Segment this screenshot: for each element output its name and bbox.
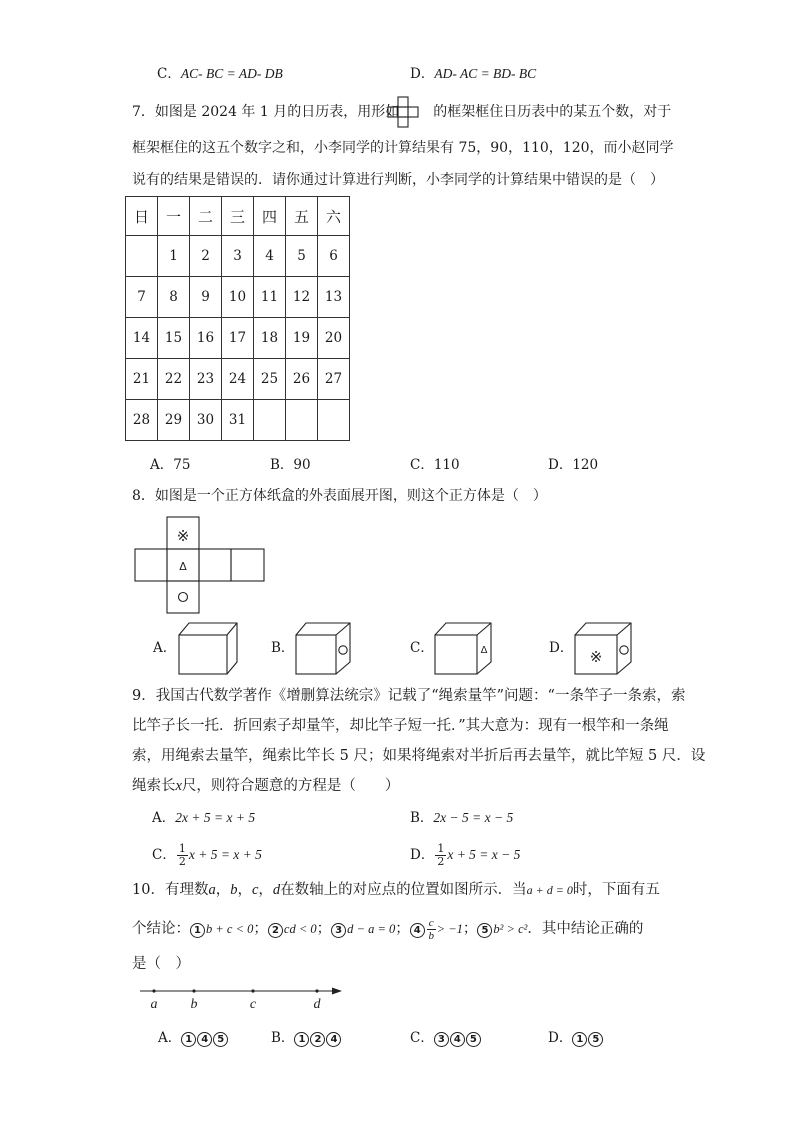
q10-option-b — [271, 1028, 342, 1048]
fraction-denominator: 2 — [437, 855, 445, 868]
net-face-far-right — [231, 549, 264, 581]
option-letter: B． — [271, 1030, 295, 1046]
weekday-cell: 四 — [254, 197, 286, 236]
q10-line2-pre: 个结论： — [132, 921, 190, 937]
option-letter: D． — [548, 457, 573, 473]
day-cell: 12 — [286, 277, 318, 318]
var-a: a — [208, 882, 216, 898]
circled-number: 3 — [331, 923, 346, 938]
net-face-center — [167, 549, 199, 581]
var-d: d — [272, 882, 281, 898]
option-letter: D． — [410, 847, 435, 863]
day-cell: 26 — [286, 359, 318, 400]
circled-number: 5 — [466, 1032, 481, 1047]
point-a — [152, 989, 155, 992]
calendar-week-row — [126, 359, 350, 400]
day-cell: 31 — [222, 400, 254, 441]
net-face-right — [199, 549, 231, 581]
q10-line2: 个结论： 1 b + c < 0； 2 cd < 0； 3 d − a = 0； 4 $\frac{c}{b}$ > −1； 5 b² > c²．其中结论正确的 — [132, 916, 644, 942]
circled-number: 2 — [310, 1032, 325, 1047]
weekday-cell: 三 — [222, 197, 254, 236]
circled-number: 1 — [181, 1032, 196, 1047]
weekday-cell: 一 — [158, 197, 190, 236]
option-letter: C． — [410, 457, 434, 473]
day-cell: 6 — [318, 236, 350, 277]
q9-option-c — [152, 840, 262, 870]
q9-line1: 9．我国古代数学著作《增删算法统宗》记载了“绳索量竿”问题：“一条竿子一条索，索 — [132, 688, 686, 704]
calendar-week-row — [126, 277, 350, 318]
option-letter: B． — [270, 457, 294, 473]
option-expr: x + 5 = x − 5 — [447, 847, 521, 862]
q7-line1-post: 的框架框住日历表中的某五个数，对于 — [433, 104, 672, 120]
triangle-symbol-icon: Δ — [480, 645, 488, 656]
day-cell: 16 — [190, 318, 222, 359]
weekday-cell: 二 — [190, 197, 222, 236]
weekday-cell: 五 — [286, 197, 318, 236]
calendar-table — [125, 196, 350, 441]
calendar-header-row — [126, 197, 350, 236]
q9-line4 — [132, 776, 399, 796]
var-b: b — [230, 882, 238, 898]
day-cell: 30 — [190, 400, 222, 441]
arrow-right-icon — [332, 988, 342, 995]
conclusion-expr: d − a = 0 — [347, 922, 396, 936]
q9-option-d — [410, 840, 520, 870]
cube-a-icon — [179, 623, 237, 674]
q7-line3: 说有的结果是错误的．请你通过计算进行判断，小李同学的计算结果中错误的是（ ） — [132, 172, 664, 188]
circled-number: 4 — [326, 1032, 341, 1047]
label-a: a — [150, 997, 158, 1012]
conclusion-expr: > −1 — [436, 922, 463, 936]
q8-text: 8．如图是一个正方体纸盒的外表面展开图，则这个正方体是（ ） — [132, 488, 547, 504]
conclusion-expr: cd < 0 — [283, 922, 317, 936]
day-cell: 7 — [126, 277, 158, 318]
q8-option-d: D． — [549, 640, 574, 656]
day-cell: 1 — [158, 236, 190, 277]
fraction-numerator: c — [428, 916, 434, 929]
star-symbol-icon: ※ — [176, 527, 190, 545]
day-cell: 18 — [254, 318, 286, 359]
day-cell: 11 — [254, 277, 286, 318]
q9-line4-pre: 绳索长 — [132, 778, 176, 794]
q9-line2: 比竿子长一托．折回索子却量竿，却比竿子短一托．”其大意为：现有一根竿和一条绳 — [132, 718, 669, 734]
fraction-denominator: b — [428, 929, 434, 942]
day-cell: 27 — [318, 359, 350, 400]
circled-number: 3 — [434, 1032, 449, 1047]
q8-option-b: B． — [271, 640, 295, 656]
q9-line4-post: 尺，则符合题意的方程是（ ） — [181, 778, 400, 794]
fraction-numerator: 1 — [437, 842, 445, 855]
net-face-bottom — [167, 581, 199, 613]
calendar-week-row — [126, 400, 350, 441]
option-letter: C． — [157, 66, 181, 82]
option-letter: B． — [410, 810, 434, 826]
day-cell: 24 — [222, 359, 254, 400]
day-cell: 25 — [254, 359, 286, 400]
cube-d-icon — [575, 623, 631, 674]
q6-option-d — [410, 64, 536, 84]
day-cell: 17 — [222, 318, 254, 359]
circled-number: 5 — [477, 923, 492, 938]
label-d: d — [313, 997, 321, 1012]
day-cell: 15 — [158, 318, 190, 359]
cube-c-icon — [435, 623, 491, 674]
option-value: 120 — [572, 457, 599, 473]
q9-line3: 索，用绳索去量竿，绳索比竿长 5 尺；如果将绳索对半折后再去量竿，就比竿短 5 尺．设 — [132, 748, 706, 764]
q7-line1-pre: 7．如图是 2024 年 1 月的日历表，用形如 — [132, 104, 400, 120]
q7-option-c — [410, 455, 460, 475]
fraction — [435, 843, 446, 868]
day-cell: 19 — [286, 318, 318, 359]
q9-option-a — [152, 808, 255, 828]
option-value: 90 — [293, 457, 311, 473]
point-d — [315, 989, 318, 992]
star-symbol-icon: ※ — [589, 648, 603, 666]
q10-line1-post: 时，下面有五 — [572, 882, 660, 898]
q10-line3: 是（ ） — [132, 956, 190, 972]
conclusion-expr: b + c < 0 — [206, 922, 254, 936]
cross-frame-icon — [387, 96, 419, 128]
option-expr: x + 5 = x + 5 — [188, 847, 262, 862]
calendar-week-row — [126, 236, 350, 277]
label-c: c — [249, 997, 257, 1012]
fraction-numerator: 1 — [178, 842, 186, 855]
circle-symbol-icon — [339, 646, 347, 654]
day-cell: 2 — [190, 236, 222, 277]
day-cell: 10 — [222, 277, 254, 318]
point-c — [251, 989, 254, 992]
var-c: c — [251, 882, 259, 898]
q8-option-a: A． — [153, 640, 177, 656]
q9-option-b — [410, 808, 513, 828]
option-letter: A． — [158, 1030, 182, 1046]
q7-option-b — [270, 455, 311, 475]
q7-option-a — [150, 455, 190, 475]
q7-line2: 框架框住的这五个数字之和，小李同学的计算结果有 75，90，110，120，而小赵同学 — [132, 140, 674, 156]
day-cell: 22 — [158, 359, 190, 400]
q10-line2-post: ．其中结论正确的 — [527, 921, 644, 937]
circle-symbol-icon — [179, 593, 188, 602]
option-letter: D． — [548, 1030, 573, 1046]
day-cell — [286, 400, 318, 441]
circled-number: 4 — [197, 1032, 212, 1047]
number-line-figure — [138, 980, 348, 1014]
option-letter: D． — [410, 66, 435, 82]
day-cell: 23 — [190, 359, 222, 400]
day-cell: 20 — [318, 318, 350, 359]
option-expr: 2x − 5 = x − 5 — [433, 810, 514, 825]
q7-option-d — [548, 455, 598, 475]
circle-symbol-icon — [620, 646, 628, 654]
day-cell: 13 — [318, 277, 350, 318]
day-cell — [318, 400, 350, 441]
q10-option-a — [158, 1028, 229, 1048]
q6-option-d-expr: AD- AC = BD- BC — [434, 66, 537, 81]
cube-b-icon — [296, 623, 350, 674]
day-cell: 14 — [126, 318, 158, 359]
option-value: 110 — [433, 457, 460, 473]
circled-number: 1 — [294, 1032, 309, 1047]
option-letter: C． — [152, 847, 176, 863]
day-cell: 3 — [222, 236, 254, 277]
q10-option-d — [548, 1028, 604, 1048]
day-cell: 21 — [126, 359, 158, 400]
circled-number: 5 — [588, 1032, 603, 1047]
fraction — [427, 917, 436, 942]
option-letter: C． — [410, 1030, 434, 1046]
circled-number: 2 — [268, 923, 283, 938]
q10-line1: 10．有理数a，b，c，d在数轴上的对应点的位置如图所示．当a + d = 0时，下面有五 — [132, 882, 660, 898]
weekday-cell: 六 — [318, 197, 350, 236]
option-letter: A． — [152, 810, 176, 826]
circled-number: 4 — [450, 1032, 465, 1047]
weekday-cell: 日 — [126, 197, 158, 236]
circled-number: 1 — [190, 923, 205, 938]
option-expr: 2x + 5 = x + 5 — [175, 810, 256, 825]
net-face-top — [167, 517, 199, 549]
day-cell: 29 — [158, 400, 190, 441]
circled-number: 1 — [572, 1032, 587, 1047]
day-cell: 5 — [286, 236, 318, 277]
triangle-symbol-icon: Δ — [179, 560, 187, 573]
conclusion-expr: b² > c² — [493, 922, 528, 936]
fraction-denominator: 2 — [178, 855, 186, 868]
q10-option-c — [410, 1028, 482, 1048]
option-letter: A． — [150, 457, 174, 473]
q8-option-c: C． — [410, 640, 434, 656]
circled-number: 4 — [410, 923, 425, 938]
q10-condition: a + d = 0 — [526, 883, 573, 897]
calendar-week-row — [126, 318, 350, 359]
net-face-left — [135, 549, 167, 581]
day-cell — [254, 400, 286, 441]
day-cell: 9 — [190, 277, 222, 318]
day-cell: 4 — [254, 236, 286, 277]
circled-number: 5 — [213, 1032, 228, 1047]
q9-var-x: x — [175, 778, 182, 794]
q6-option-c-expr: AC- BC = AD- DB — [180, 66, 283, 81]
q10-line1-mid: 在数轴上的对应点的位置如图所示．当 — [280, 882, 527, 898]
day-cell — [126, 236, 158, 277]
fraction — [177, 843, 188, 868]
q6-option-c — [157, 64, 283, 84]
option-value: 75 — [173, 457, 191, 473]
q10-line1-pre: 10．有理数 — [132, 882, 209, 898]
day-cell: 8 — [158, 277, 190, 318]
day-cell: 28 — [126, 400, 158, 441]
point-b — [192, 989, 195, 992]
label-b: b — [190, 997, 198, 1012]
